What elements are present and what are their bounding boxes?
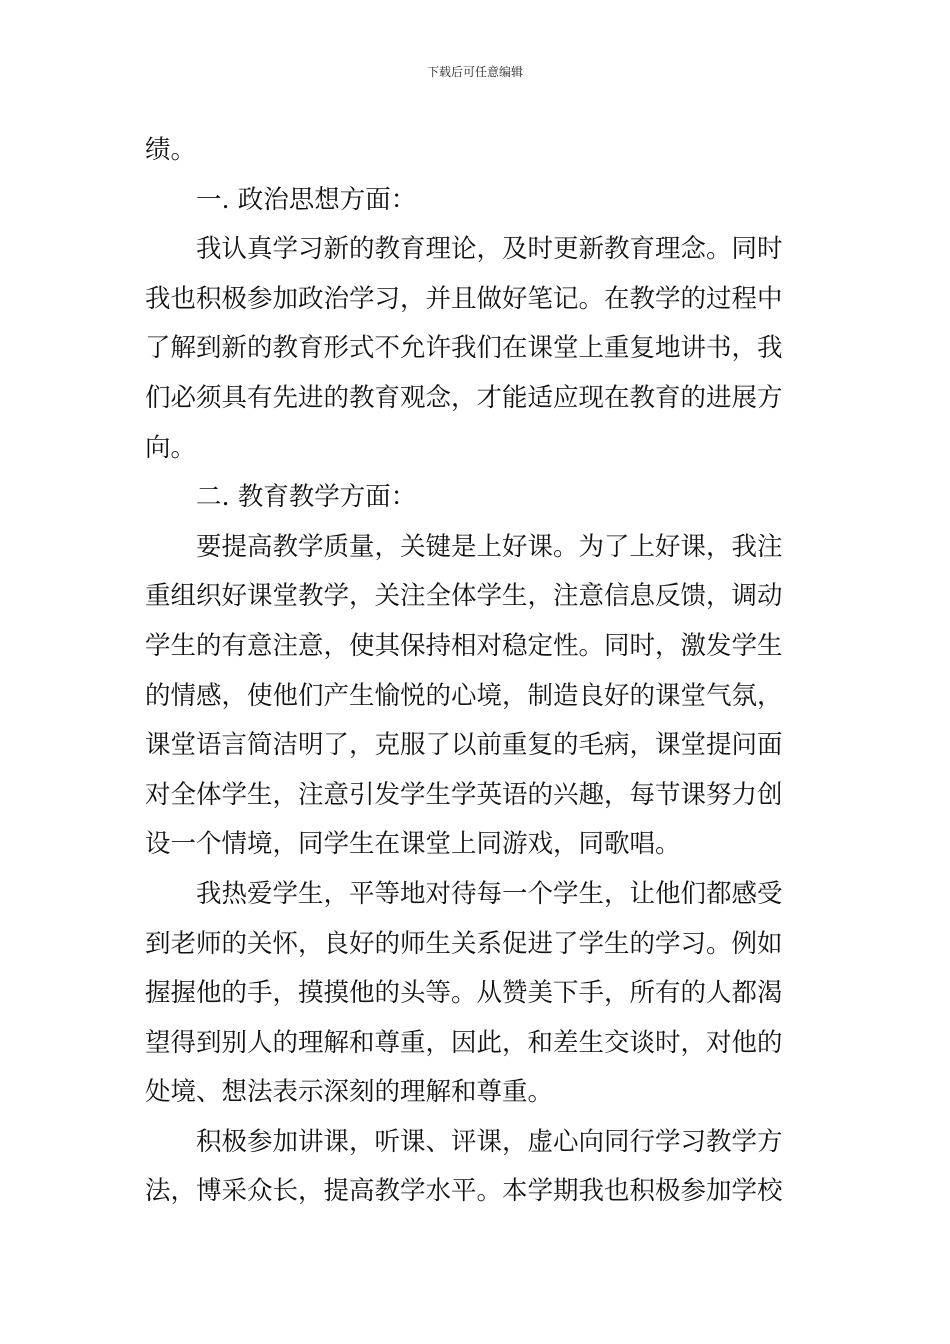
page-header: 下载后可任意编辑 — [426, 65, 523, 79]
section-heading-teaching: 二. 教育教学方面： — [196, 482, 417, 513]
paragraph-teaching-quality: 要提高教学质量，关键是上好课。为了上好课，我注重组织好课堂教学，关注全体学生，注意信息反馈，调动学生的有意注意，使其保持相对稳定性。同时，激发学生的情感，使他们产生愉悦的心境，制造良好的课堂气氛，课堂语言简洁明了，克服了以前重复的毛病，课堂提问面对全体学生，注意引发学生学英语的兴趣，每节课努力创设一个情境，同学生在课堂上同游戏，同歌唱。 — [145, 531, 783, 860]
document-body — [145, 126, 807, 1217]
paragraph-political-study: 我认真学习新的教育理论，及时更新教育理念。同时我也积极参加政治学习，并且做好笔记。在教学的过程中了解到新的教育形式不允许我们在课堂上重复地讲书，我们必须具有先进的教育观念，才能适应现在教育的进展方向。 — [145, 234, 783, 463]
paragraph-lesson-participation: 积极参加讲课，听课、评课，虚心向同行学习教学方法，博采众长，提高教学水平。本学期我也积极参加学校 — [145, 1126, 783, 1207]
paragraph-love-students: 我热爱学生，平等地对待每一个学生，让他们都感受到老师的关怀，良好的师生关系促进了学生的学习。例如握握他的手，摸摸他的头等。从赞美下手，所有的人都渴望得到别人的理解和尊重，因此，和差生交谈时，对他的处境、想法表示深刻的理解和尊重。 — [145, 878, 783, 1108]
paragraph-continuation: 绩。 — [145, 135, 197, 165]
section-heading-political-thought: 一. 政治思想方面： — [196, 184, 417, 215]
